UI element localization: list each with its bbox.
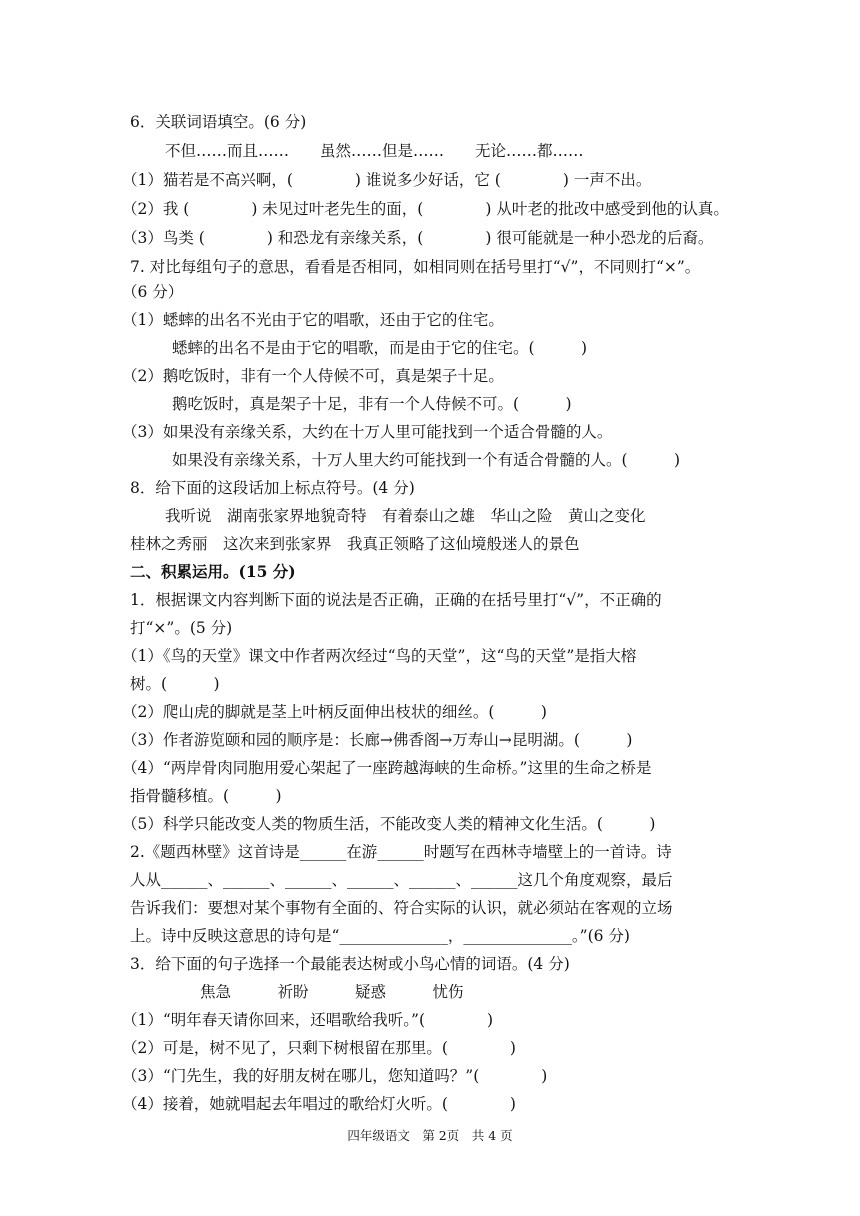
s2-q2-line-3: 告诉我们：要想对某个事物有全面的、符合实际的认识，就必须站在客观的立场 (130, 899, 673, 917)
q8-passage-1: 我听说 湖南张家界地貌奇特 有着泰山之雄 华山之险 黄山之变化 (165, 507, 646, 525)
q7-item-1b: 蟋蟀的出名不是由于它的唱歌，而是由于它的住宅。( ) (172, 339, 588, 357)
q7-item-3b: 如果没有亲缘关系，十万人里大约可能找到一个有适合骨髓的人。( ) (172, 451, 681, 469)
q7-title: 7. 对比每组句子的意思，看看是否相同，如相同则在括号里打“√”，不同则打“×”。 (130, 258, 701, 276)
s2-q1-title-a: 1．根据课文内容判断下面的说法是否正确，正确的在括号里打“√”，不正确的 (130, 591, 662, 609)
q8-title: 8．给下面的这段话加上标点符号。(4 分) (130, 479, 415, 497)
s2-q3-item-3: （3）“门先生，我的好朋友树在哪儿，您知道吗？”( ) (122, 1067, 548, 1085)
q8-passage-2: 桂林之秀丽 这次来到张家界 我真正领略了这仙境般迷人的景色 (130, 535, 580, 553)
q6-word-bank: 不但……而且…… 虽然……但是…… 无论……都…… (165, 142, 584, 160)
q7-item-2b: 鹅吃饭时，真是架子十足，非有一个人侍候不可。( ) (172, 395, 572, 413)
q7-score: （6 分） (122, 283, 184, 301)
s2-q3-item-4: （4）接着，她就唱起去年唱过的歌给灯火听。( ) (122, 1095, 516, 1113)
s2-q1-item-4a: （4）“两岸骨肉同胞用爱心架起了一座跨越海峡的生命桥。”这里的生命之桥是 (122, 759, 652, 777)
s2-q1-item-5: （5）科学只能改变人类的物质生活，不能改变人类的精神文化生活。( ) (122, 815, 656, 833)
page-footer: 四年级语文 第 2页 共 4 页 (347, 1128, 513, 1143)
s2-q3-item-1: （1）“明年春天请你回来，还唱歌给我听。”( ) (122, 1011, 494, 1029)
q7-item-3a: （3）如果没有亲缘关系，大约在十万人里可能找到一个适合骨髓的人。 (122, 423, 613, 441)
q6-item-2: （2）我 ( ) 未见过叶老先生的面，( ) 从叶老的批改中感受到他的认真。 (122, 200, 729, 218)
q7-item-2a: （2）鹅吃饭时，非有一个人侍候不可，真是架子十足。 (122, 367, 504, 385)
s2-q2-line-4: 上。诗中反映这意思的诗句是“______________，______________。”(6 分) (130, 927, 630, 945)
s2-q1-item-1b: 树。( ) (130, 675, 220, 693)
q7-item-1a: （1）蟋蟀的出名不光由于它的唱歌，还由于它的住宅。 (122, 311, 504, 329)
s2-q2-line-2: 人从______、______、______、______、______、______这几个角度观察，最后 (130, 871, 673, 889)
s2-q1-item-3: （3）作者游览颐和园的顺序是：长廊→佛香阁→万寿山→昆明湖。( ) (122, 731, 633, 749)
q6-title: 6．关联词语填空。(6 分) (130, 113, 307, 131)
s2-q1-item-2: （2）爬山虎的脚就是茎上叶柄反面伸出枝状的细丝。( ) (122, 703, 547, 721)
s2-q2-line-1: 2.《题西林壁》这首诗是______在游______时题写在西林寺墙壁上的一首诗。诗 (130, 843, 672, 861)
s2-q1-title-b: 打“×”。(5 分) (130, 619, 233, 637)
q6-item-3: （3）鸟类 ( ) 和恐龙有亲缘关系，( ) 很可能就是一种小恐龙的后裔。 (122, 229, 714, 247)
s2-q1-item-4b: 指骨髓移植。( ) (130, 787, 282, 805)
s2-q3-title: 3．给下面的句子选择一个最能表达树或小鸟心情的词语。(4 分) (130, 955, 570, 973)
s2-q1-item-1a: （1）《鸟的天堂》课文中作者两次经过“鸟的天堂”，这“鸟的天堂”是指大榕 (122, 647, 637, 665)
q6-item-1: （1）猫若是不高兴啊，( ) 谁说多少好话，它 ( ) 一声不出。 (122, 171, 652, 189)
s2-q3-item-2: （2）可是，树不见了，只剩下树根留在那里。( ) (122, 1039, 516, 1057)
section-2-heading: 二、积累运用。(15 分) (130, 562, 296, 581)
s2-q3-word-bank: 焦急 祈盼 疑惑 忧伤 (200, 983, 464, 1001)
